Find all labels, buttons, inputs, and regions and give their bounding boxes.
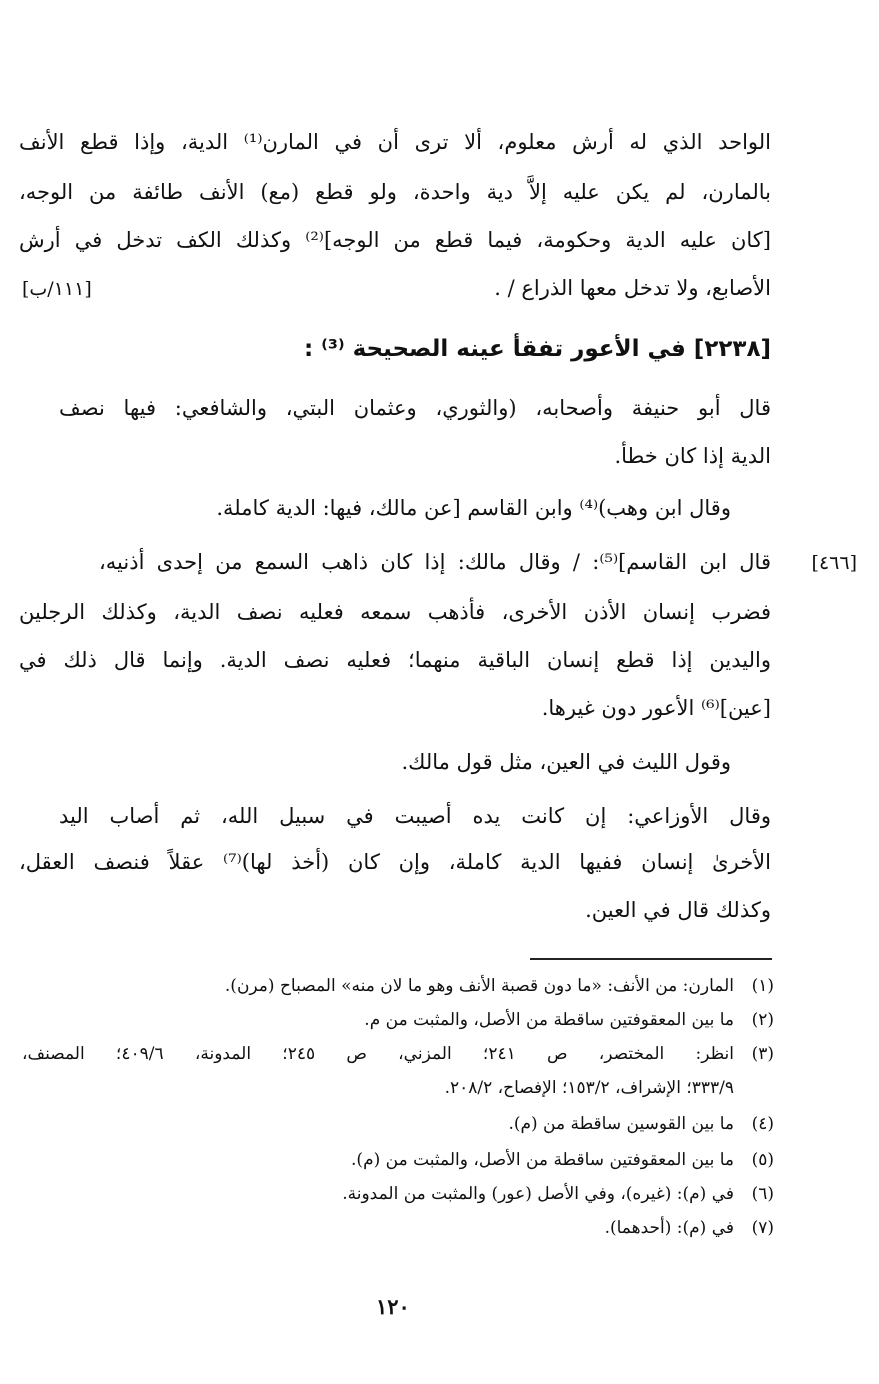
footnote-text: ما بين المعقوفتين ساقطة من الأصل، والمثبت من م. — [364, 1010, 734, 1030]
footnote-number: (٦) — [751, 1184, 774, 1204]
section-heading: [٢٢٣٨] في الأعور تفقأ عينه الصحيحة ⁽³⁾ : — [304, 336, 771, 362]
footnote-separator — [530, 958, 772, 960]
margin-page-ref: [٤٦٦] — [811, 552, 857, 574]
body-line: فضرب إنسان الأذن الأخرى، فأذهب سمعه فعليه نصف الدية، وكذلك الرجلين — [19, 600, 771, 624]
body-line: الواحد الذي له أرش معلوم، ألا ترى أن في المارن⁽¹⁾ الدية، وإذا قطع الأنف — [19, 130, 772, 154]
footnote-text: في (م): (غيره)، وفي الأصل (عور) والمثبت من المدونة. — [342, 1184, 734, 1204]
footnote-number: (١) — [751, 976, 774, 996]
body-line: الأصابع، ولا تدخل معها الذراع / . — [494, 276, 771, 300]
footnote-number: (٤) — [751, 1114, 774, 1134]
footnote-number: (٧) — [751, 1218, 774, 1238]
body-line: وكذلك قال في العين. — [585, 898, 771, 922]
footnote-number: (٢) — [751, 1010, 774, 1030]
body-line: [كان عليه الدية وحكومة، فيما قطع من الوجه]⁽²⁾ وكذلك الكف تدخل في أرش — [19, 228, 771, 252]
footnote-text: ما بين القوسين ساقطة من (م). — [508, 1114, 734, 1134]
body-line: وقول الليث في العين، مثل قول مالك. — [401, 750, 731, 774]
footnote-text-continued: ٣٣٣/٩؛ الإشراف، ١٥٣/٢؛ الإفصاح، ٢٠٨/٢. — [444, 1078, 734, 1098]
body-line: وقال الأوزاعي: إن كانت يده أصيبت في سبيل الله، ثم أصاب اليد — [59, 804, 771, 828]
body-line: وقال ابن وهب)⁽⁴⁾ وابن القاسم [عن مالك، فيها: الدية كاملة. — [216, 496, 731, 520]
body-line: قال أبو حنيفة وأصحابه، (والثوري، وعثمان البتي، والشافعي: فيها نصف — [59, 396, 771, 420]
page-number: ١٢٠ — [376, 1294, 410, 1319]
footnote-text: المارن: من الأنف: «ما دون قصبة الأنف وهو ما لان منه» المصباح (مرن). — [224, 976, 734, 996]
margin-folio-ref: [١١١/ب] — [22, 278, 92, 300]
footnote-number: (٣) — [751, 1044, 774, 1064]
footnote-text: انظر: المختصر، ص ٢٤١؛ المزني، ص ٢٤٥؛ المدونة، ٤٠٩/٦؛ المصنف، — [22, 1044, 734, 1064]
footnote-text: في (م): (أحدهما). — [604, 1218, 734, 1238]
body-line: قال ابن القاسم]⁽⁵⁾: / وقال مالك: إذا كان ذاهب السمع من إحدى أذنيه، — [99, 550, 771, 574]
body-line: واليدين إذا قطع إنسان الباقية منهما؛ فعليه نصف الدية. وإنما قال ذلك في — [19, 648, 771, 672]
footnote-text: ما بين المعقوفتين ساقطة من الأصل، والمثبت من (م). — [351, 1150, 734, 1170]
body-line: [عين]⁽⁶⁾ الأعور دون غيرها. — [541, 696, 771, 720]
footnote-number: (٥) — [751, 1150, 774, 1170]
body-line: الدية إذا كان خطأ. — [614, 444, 771, 468]
body-line: بالمارن، لم يكن عليه إلاَّ دية واحدة، ولو قطع (مع) الأنف طائفة من الوجه، — [19, 180, 771, 204]
body-line: الأخرىٰ إنسان ففيها الدية كاملة، وإن كان (أخذ لها)⁽⁷⁾ عقلاً فنصف العقل، — [19, 850, 771, 874]
